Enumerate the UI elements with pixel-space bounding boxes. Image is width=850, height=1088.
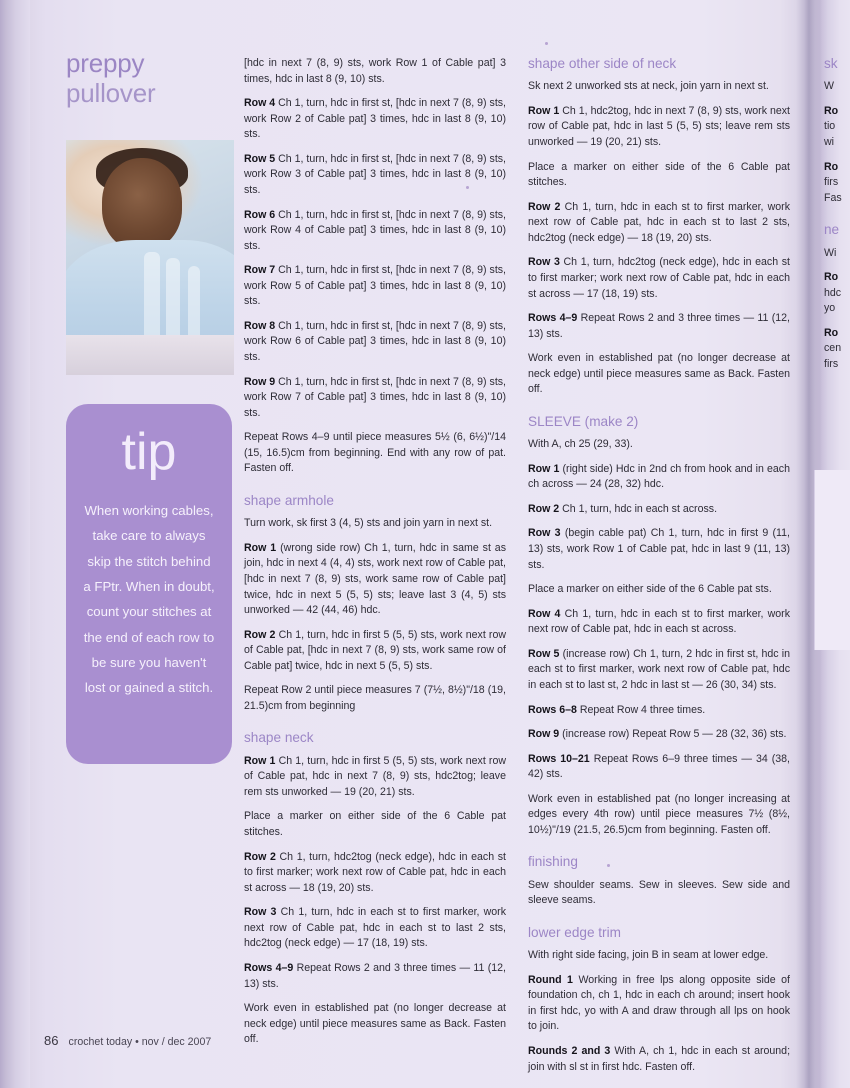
pattern-paragraph: Row 2 Ch 1, turn, hdc in each st to first marker, work next row of Cable pat, hdc in each st to last 2 sts, hdc2tog (neck edge) — 18 (19, 20) sts. <box>528 200 791 244</box>
pattern-paragraph: Row 1 Ch 1, hdc2tog, hdc in next 7 (8, 9) sts, work next row of Cable pat, hdc in last 5 (5, 5) sts; leave rem sts unworked — 19 (20, 21) sts. <box>528 104 791 148</box>
footer-text: crochet today • nov / dec 2007 <box>68 1036 212 1048</box>
photo-baby-face <box>102 158 182 250</box>
pattern-paragraph: Place a marker on either side of the 6 Cable pat stitches. <box>244 810 506 838</box>
pattern-paragraph: Rows 6–8 Repeat Row 4 three times. <box>528 703 706 716</box>
tip-callout <box>66 404 232 764</box>
text-column-2 <box>528 56 790 1075</box>
text-column-3 <box>824 56 850 373</box>
pattern-paragraph: [hdc in next 7 (8, 9) sts, work Row 1 of Cable pat] 3 times, hdc in last 8 (9, 10) sts. <box>244 57 506 85</box>
pattern-paragraph: Row 9 (increase row) Repeat Row 5 — 28 (32, 36) sts. <box>528 728 787 741</box>
page-number: 86 <box>44 1033 59 1048</box>
photo-foreground <box>66 335 234 375</box>
pattern-paragraph: Row 7 Ch 1, turn, hdc in first st, [hdc in next 7 (8, 9) sts, work Row 5 of Cable pat] 3 times, hdc in last 8 (9, 10) sts. <box>244 264 507 308</box>
pattern-paragraph: Row 2 Ch 1, turn, hdc in first 5 (5, 5) sts, work next row of Cable pat, [hdc in next 7 (8, 9) sts, work same row of Cable pat] twice, hdc in next 5 (5, 5) sts. <box>244 628 507 672</box>
section-heading: ne <box>824 222 840 238</box>
pattern-paragraph: With A, ch 25 (29, 33). <box>528 438 633 451</box>
section-heading: sk <box>824 56 838 71</box>
pattern-paragraph: Row 5 (increase row) Ch 1, turn, 2 hdc in first st, hdc in each st to first marker, work next row of Cable pat, hdc in each st to last st, 2 hdc in last st — 26 (30, 34) sts. <box>528 647 791 691</box>
pattern-paragraph: Repeat Rows 4–9 until piece measures 5½ (6, 6½)"/14 (15, 16.5)cm from beginning. End with any row of pat. Fasten off. <box>244 431 506 475</box>
section-heading: SLEEVE (make 2) <box>528 413 639 429</box>
page-left-edge <box>0 0 30 1088</box>
text-column-1 <box>244 56 506 1048</box>
pattern-paragraph: With right side facing, join B in seam at lower edge. <box>528 949 769 962</box>
tip-body: When working cables, take care to always skip the stitch behind a FPtr. When in doubt, count your stitches at the end of each row to be sure you haven't lost or gained a stitch. <box>83 503 215 696</box>
project-photo <box>66 140 234 375</box>
pattern-paragraph: Rows 4–9 Repeat Rows 2 and 3 three times — 11 (12, 13) sts. <box>244 961 507 990</box>
pattern-paragraph: Row 9 Ch 1, turn, hdc in first st, [hdc in next 7 (8, 9) sts, work Row 7 of Cable pat] 3 times, hdc in last 8 (9, 10) sts. <box>244 375 507 419</box>
pattern-paragraph: Repeat Row 2 until piece measures 7 (7½, 8½)"/18 (19, 21.5)cm from beginning <box>244 684 506 712</box>
pattern-paragraph: Row 6 Ch 1, turn, hdc in first st, [hdc in next 7 (8, 9) sts, work Row 4 of Cable pat] 3 times, hdc in last 8 (9, 10) sts. <box>244 208 507 252</box>
pattern-paragraph: Work even in established pat (no longer decrease at neck edge) until piece measures same as Back. Fasten off. <box>244 1002 506 1046</box>
pattern-paragraph: Place a marker on either side of the 6 Cable pat stitches. <box>528 160 790 189</box>
page-title <box>66 48 236 108</box>
pattern-paragraph: Ro firs Fas <box>824 160 842 204</box>
decorative-dot <box>545 42 548 45</box>
pattern-paragraph: Work even in established pat (no longer increasing at edges every 4th row) until piece measures 7½ (8½, 10½)"/19 (21.5, 26.5)cm from beginning. Fasten off. <box>528 792 790 836</box>
page-title-line2: pullover <box>66 78 156 109</box>
pattern-paragraph: Row 1 Ch 1, turn, hdc in first 5 (5, 5) sts, work next row of Cable pat, hdc in next 7 (8, 9) sts, hdc2tog; leave rem sts unworked — 19 (20, 21) sts. <box>244 754 507 798</box>
pattern-paragraph: Row 4 Ch 1, turn, hdc in first st, [hdc in next 7 (8, 9) sts, work Row 2 of Cable pat] 3 times, hdc in last 8 (9, 10) sts. <box>244 97 507 141</box>
section-heading: shape other side of neck <box>528 56 677 71</box>
pattern-paragraph: Row 1 (wrong side row) Ch 1, turn, hdc in same st as join, hdc in next 4 (4, 4) sts, work next row of Cable pat, [hdc in next 7 (8, 9) sts, work same row of Cable pat] twice, hdc in next 5 (5, 5) sts; leave last 3 (4, 5) sts unworked — 42 (44, 46) hdc. <box>244 541 506 617</box>
page-footer <box>44 1033 211 1048</box>
page-title-line1: preppy <box>66 48 145 78</box>
pattern-paragraph: Rows 4–9 Repeat Rows 2 and 3 three times — 11 (12, 13) sts. <box>528 312 791 340</box>
facing-page-edge <box>814 470 850 650</box>
pattern-paragraph: Row 8 Ch 1, turn, hdc in first st, [hdc in next 7 (8, 9) sts, work Row 6 of Cable pat] 3 times, hdc in last 8 (9, 10) sts. <box>244 319 507 363</box>
pattern-paragraph: Ro tio wi <box>824 104 839 148</box>
pattern-paragraph: Wi <box>824 246 837 259</box>
section-heading: shape armhole <box>244 492 334 508</box>
section-heading: lower edge trim <box>528 924 621 940</box>
pattern-paragraph: Ro hdc yo <box>824 271 842 315</box>
pattern-paragraph: Row 2 Ch 1, turn, hdc2tog (neck edge), hdc in each st to first marker; work next row of Cable pat, hdc in each st across — 18 (19, 20) sts. <box>244 850 506 894</box>
pattern-paragraph: Row 1 (right side) Hdc in 2nd ch from hook and in each ch across — 24 (28, 32) hdc. <box>528 462 790 491</box>
pattern-paragraph: Turn work, sk first 3 (4, 5) sts and join yarn in next st. <box>244 517 493 530</box>
pattern-paragraph: Ro cen firs <box>824 326 842 370</box>
pattern-paragraph: Row 3 (begin cable pat) Ch 1, turn, hdc in first 9 (11, 13) sts, work Row 1 of Cable pat, hdc in last 9 (11, 13) sts. <box>528 527 791 571</box>
pattern-paragraph: Rounds 2 and 3 With A, ch 1, hdc in each st around; join with sl st in first hdc. Fasten off. <box>528 1045 791 1073</box>
section-heading: shape neck <box>244 730 314 746</box>
pattern-paragraph: Row 3 Ch 1, turn, hdc2tog (neck edge), hdc in each st to first marker; work next row of Cable pat, hdc in each st across — 17 (18, 19) sts. <box>528 256 790 300</box>
pattern-paragraph: Sew shoulder seams. Sew in sleeves. Sew side and sleeve seams. <box>528 878 790 907</box>
pattern-paragraph: Row 5 Ch 1, turn, hdc in first st, [hdc in next 7 (8, 9) sts, work Row 3 of Cable pat] 3 times, hdc in last 8 (9, 10) sts. <box>244 152 507 196</box>
section-heading: finishing <box>528 854 578 870</box>
pattern-paragraph: Rows 10–21 Repeat Rows 6–9 three times — 34 (38, 42) sts. <box>528 752 790 781</box>
pattern-paragraph: W <box>824 80 834 93</box>
pattern-paragraph: Sk next 2 unworked sts at neck, join yarn in next st. <box>528 80 769 93</box>
pattern-paragraph: Row 2 Ch 1, turn, hdc in each st across. <box>528 502 718 515</box>
pattern-paragraph: Work even in established pat (no longer decrease at neck edge) until piece measures same as Back. Fasten off. <box>528 352 790 396</box>
pattern-paragraph: Row 4 Ch 1, turn, hdc in each st to first marker, work next row of Cable pat, hdc in each st across. <box>528 607 791 636</box>
pattern-paragraph: Place a marker on either side of the 6 Cable pat sts. <box>528 583 772 596</box>
pattern-paragraph: Round 1 Working in free lps along opposite side of foundation ch, ch 1, hdc in each ch around; insert hook in first hdc, yo with A and draw through all lps on hook to join. <box>528 973 790 1033</box>
tip-heading: tip <box>121 423 177 481</box>
pattern-paragraph: Row 3 Ch 1, turn, hdc in each st to first marker, work next row of Cable pat, hdc in each st to last 2 sts, hdc2tog (neck edge) — 17 (18, 19) sts. <box>244 906 507 950</box>
